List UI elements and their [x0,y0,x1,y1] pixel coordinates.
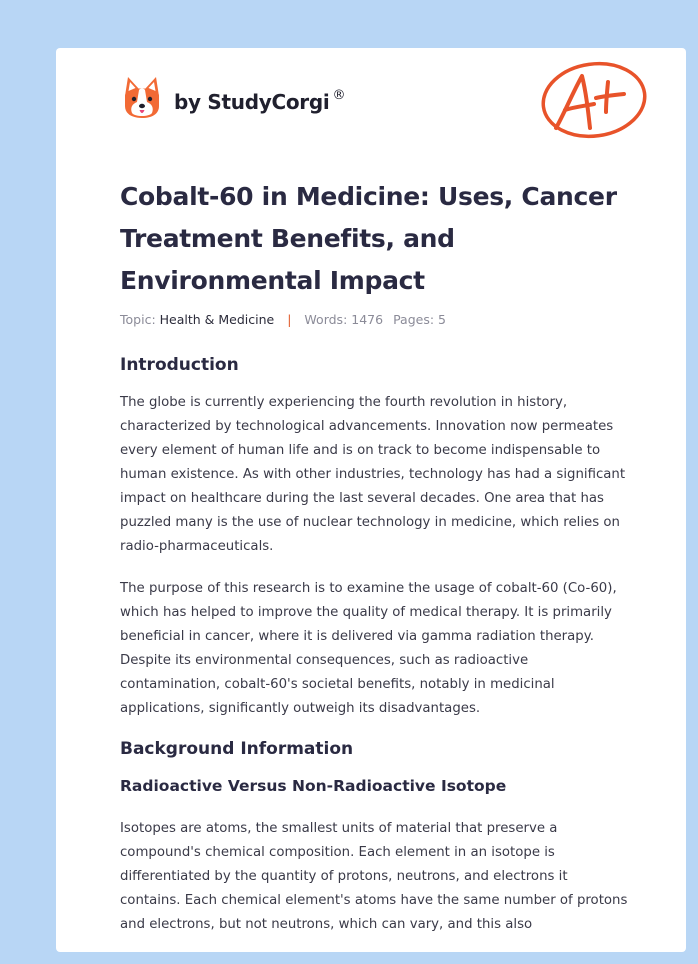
registered-mark: ® [332,88,346,103]
topic-link[interactable]: Health & Medicine [159,312,275,327]
pages-label: Pages: [393,312,435,327]
introduction-paragraph-2: The purpose of this research is to examine the usage of cobalt-60 (Co-60), which has helped to improve the quality of medical therapy. It is primarily beneficial in cancer, where it is delivered via gamma radiation therapy. Despite its environmental consequences, such as radioactive contamination, cobalt-60's societal benefits, notably in medicinal applications, significantly outweigh its disadvantages. [120,581,617,716]
introduction-paragraph-1: The globe is currently experiencing the fourth revolution in history, characterized by technological advancements. Innovation now permeates every element of human life and is on track to become indispensable to human existence. As with other industries, technology has had a significant impact on healthcare during the last several decades. One area that has puzzled many is the use of nuclear technology in medicine, which relies on radio-pharmaceuticals. [120,395,626,554]
document-sheet [56,48,686,952]
corgi-logo-icon [122,76,162,120]
brand-header[interactable] [122,76,345,120]
pages-count: 5 [438,312,446,327]
topic-label: Topic: [120,312,156,327]
isotope-subheading: Radioactive Versus Non-Radioactive Isotope [120,777,507,795]
document-meta [120,312,446,327]
introduction-heading: Introduction [120,355,239,375]
document-title: Cobalt-60 in Medicine: Uses, Cancer Treatment Benefits, and Environmental Impact [120,182,617,295]
words-label: Words: [304,312,348,327]
meta-separator: | [287,312,292,327]
brand-name: by StudyCorgi ® [174,88,346,114]
background-heading: Background Information [120,739,354,759]
grade-a-plus-icon [538,58,650,140]
words-count: 1476 [351,312,384,327]
background-paragraph-1: Isotopes are atoms, the smallest units of material that preserve a compound's chemical composition. Each element in an isotope is differentiated by the quantity of protons, neutrons, and electrons it contains. Each chemical element's atoms have the same number of protons and electrons, but not neutrons, which can vary, and this also [120,821,628,932]
